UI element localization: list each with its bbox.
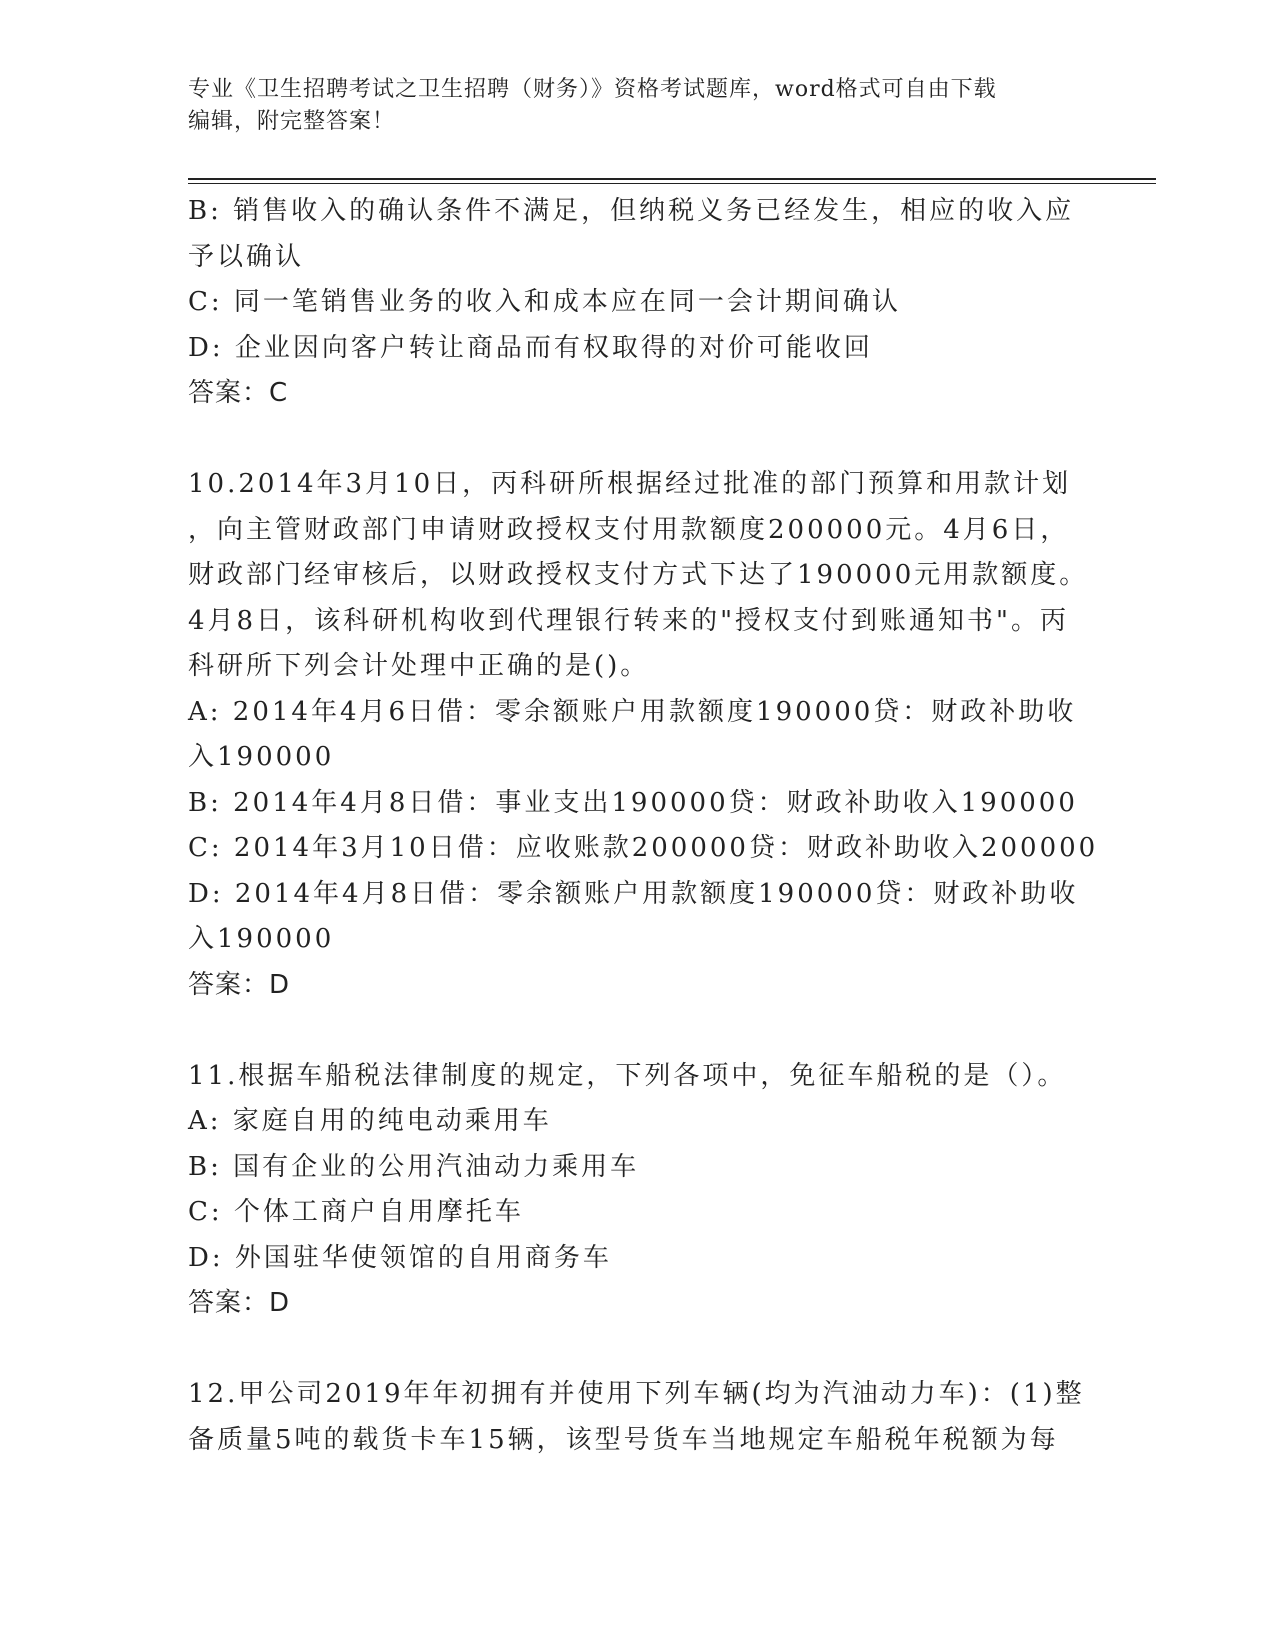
page-header	[188, 74, 1088, 138]
spacer	[188, 1008, 1088, 1054]
option-d: D: 外国驻华使领馆的自用商务车	[188, 1242, 612, 1273]
question-stem-line: 10.2014年3月10日，丙科研所根据经过批准的部门预算和用款计划	[188, 469, 1072, 499]
question-12	[188, 1372, 1088, 1463]
question-stem: 11.根据车船税法律制度的规定，下列各项中，免征车船税的是（）。	[188, 1060, 1067, 1091]
question-stem-line: 备质量5吨的载货卡车15辆，该型号货车当地规定车船税年税额为每	[188, 1424, 1059, 1455]
question-10	[188, 462, 1099, 1008]
option-a: A: 家庭自用的纯电动乘用车	[188, 1106, 552, 1136]
option-d-line-1: D: 2014年4月8日借：零余额账户用款额度190000贷：财政补助收	[188, 878, 1079, 909]
spacer	[188, 1327, 1088, 1373]
option-b-line-1: B: 销售收入的确认条件不满足，但纳税义务已经发生，相应的收入应	[188, 196, 1075, 226]
question-stem-line: 12.甲公司2019年年初拥有并使用下列车辆(均为汽油动力车)：(1)整	[188, 1379, 1085, 1409]
option-a-line-2: 入190000	[188, 742, 335, 772]
question-11	[188, 1054, 1088, 1327]
question-content	[188, 189, 1099, 1463]
option-d-line-2: 入190000	[188, 924, 335, 954]
header-rule-thick	[188, 178, 1156, 180]
question-stem-line: ，向主管财政部门申请财政授权支付用款额度200000元。4月6日，	[188, 514, 1070, 545]
option-c: C: 2014年3月10日借：应收账款200000贷：财政补助收入200000	[188, 833, 1099, 863]
option-b: B: 国有企业的公用汽油动力乘用车	[188, 1151, 640, 1182]
option-b: B: 2014年4月8日借：事业支出190000贷：财政补助收入190000	[188, 787, 1078, 818]
spacer	[188, 417, 1088, 463]
answer: 答案：C	[188, 378, 289, 408]
question-stem-line: 财政部门经审核后，以财政授权支付方式下达了190000元用款额度。	[188, 560, 1089, 590]
question-stem-line: 4月8日，该科研机构收到代理银行转来的"授权支付到账通知书"。丙	[188, 605, 1070, 636]
option-d: D: 企业因向客户转让商品而有权取得的对价可能收回	[188, 332, 873, 363]
prev-question	[188, 189, 1088, 417]
option-b-line-2: 予以确认	[188, 241, 305, 272]
answer: 答案：D	[188, 1288, 291, 1318]
option-c: C: 个体工商户自用摩托车	[188, 1197, 524, 1227]
option-c: C: 同一笔销售业务的收入和成本应在同一会计期间确认	[188, 287, 901, 317]
answer: 答案：D	[188, 969, 291, 1000]
question-stem-line: 科研所下列会计处理中正确的是()。	[188, 651, 650, 681]
header-line-2: 编辑，附完整答案！	[188, 109, 396, 134]
option-a-line-1: A: 2014年4月6日借：零余额账户用款额度190000贷：财政补助收	[188, 696, 1077, 727]
header-rule-thin	[188, 183, 1156, 184]
header-line-1: 专业《卫生招聘考试之卫生招聘（财务）》资格考试题库，word格式可自由下载	[188, 77, 997, 102]
